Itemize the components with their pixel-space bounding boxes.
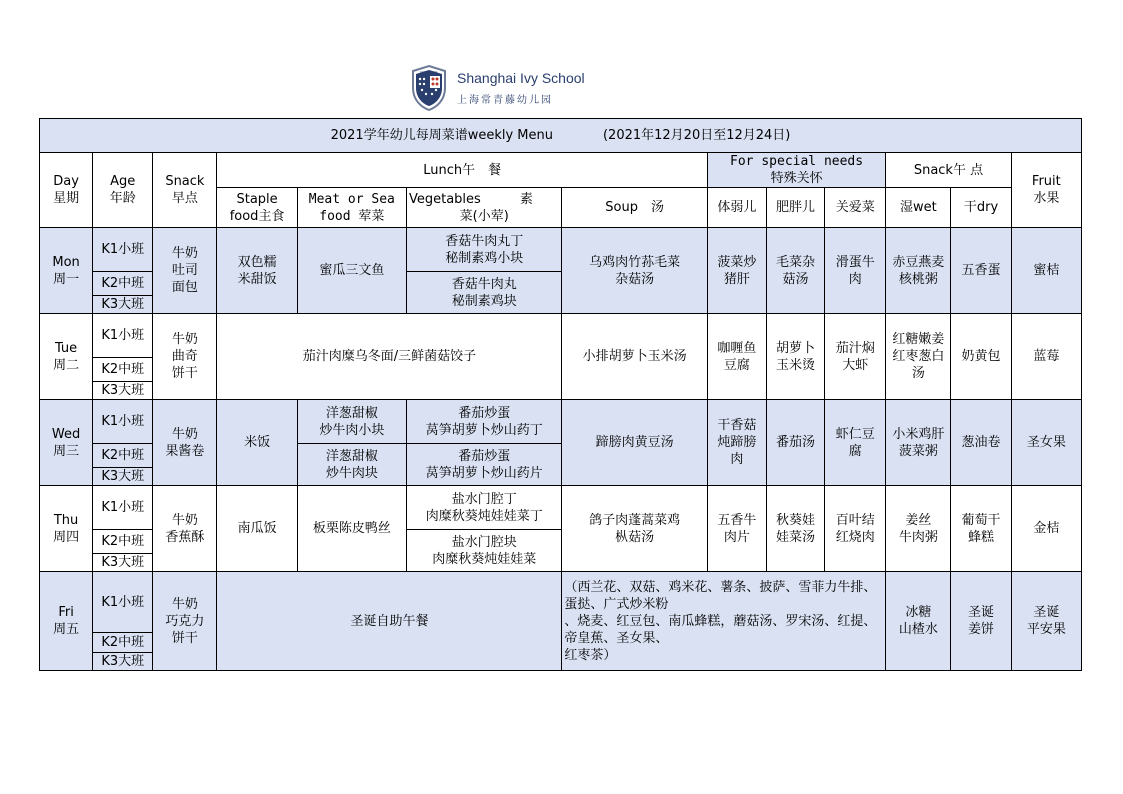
age-k3: K3大班 <box>93 296 153 314</box>
snack-wet: 姜丝 牛肉粥 <box>886 486 951 572</box>
fruit: 蓝莓 <box>1011 314 1081 400</box>
snack-dry: 奶黄包 <box>951 314 1011 400</box>
meat: 板栗陈皮鸭丝 <box>297 486 406 572</box>
shield-icon <box>410 64 448 112</box>
snack-dry: 葡萄干 蜂糕 <box>951 486 1011 572</box>
day-wed: Wed 周三 <box>40 400 93 486</box>
header-special-needs: For special needs 特殊关怀 <box>707 153 885 188</box>
header-veg: Vegetables 素 菜(小荤) <box>406 188 561 228</box>
special-weak: 菠菜炒 猪肝 <box>707 228 766 314</box>
header-meat: Meat or Sea food 荤菜 <box>297 188 406 228</box>
header-day: Day 星期 <box>40 153 93 228</box>
staple: 米饭 <box>217 400 297 486</box>
soup: 鸽子肉蓬蒿菜鸡 枞菇汤 <box>562 486 707 572</box>
age-k2: K2中班 <box>93 358 153 382</box>
school-logo <box>410 64 590 114</box>
veg-large: 盐水门腔块 肉糜秋葵炖娃娃菜 <box>406 530 561 572</box>
snack-am: 牛奶 吐司 面包 <box>153 228 217 314</box>
header-soup: Soup 汤 <box>562 188 707 228</box>
special-weak: 干香菇 炖蹄膀 肉 <box>707 400 766 486</box>
special-care: 滑蛋牛 肉 <box>825 228 886 314</box>
snack-am: 牛奶 巧克力 饼干 <box>153 572 217 671</box>
header-fruit: Fruit 水果 <box>1011 153 1081 228</box>
header-snack-am: Snack 早点 <box>153 153 217 228</box>
veg-large: 香菇牛肉丸 秘制素鸡块 <box>406 272 561 314</box>
soup: 蹄膀肉黄豆汤 <box>562 400 707 486</box>
special-weak: 咖喱鱼 豆腐 <box>707 314 766 400</box>
meat-small: 洋葱甜椒 炒牛肉小块 <box>297 400 406 444</box>
special-care: 百叶结 红烧肉 <box>825 486 886 572</box>
age-k3: K3大班 <box>93 554 153 572</box>
header-dry: 干dry <box>951 188 1011 228</box>
school-name-cn: 上海常青藤幼儿园 <box>457 95 553 106</box>
snack-am: 牛奶 果酱卷 <box>153 400 217 486</box>
veg-small: 盐水门腔丁 肉糜秋葵炖娃娃菜丁 <box>406 486 561 530</box>
age-k3: K3大班 <box>93 468 153 486</box>
snack-dry: 圣诞 姜饼 <box>951 572 1011 671</box>
date-range: (2021年12月20日至12月24日) <box>602 128 791 143</box>
day-fri: Fri 周五 <box>40 572 93 671</box>
fruit: 圣诞 平安果 <box>1011 572 1081 671</box>
special-fat: 胡萝卜 玉米烫 <box>766 314 824 400</box>
buffet-notes: （西兰花、双菇、鸡米花、薯条、披萨、雪菲力牛排、蛋挞、广式炒米粉 、烧麦、红豆包、南瓜蜂糕，蘑菇汤、罗宋汤、红提、帝皇蕉、圣女果、 红枣茶） <box>562 572 886 671</box>
age-k1: K1小班 <box>93 228 153 272</box>
veg-small: 香菇牛肉丸丁 秘制素鸡小块 <box>406 228 561 272</box>
soup: 小排胡萝卜玉米汤 <box>562 314 707 400</box>
fruit: 金桔 <box>1011 486 1081 572</box>
special-fat: 番茄汤 <box>766 400 824 486</box>
day-mon: Mon 周一 <box>40 228 93 314</box>
age-k1: K1小班 <box>93 400 153 444</box>
header-lunch: Lunch午 餐 <box>217 153 707 188</box>
age-k1: K1小班 <box>93 314 153 358</box>
meat-large: 洋葱甜椒 炒牛肉块 <box>297 444 406 486</box>
header-snack-pm: Snack午 点 <box>886 153 1011 188</box>
snack-am: 牛奶 曲奇 饼干 <box>153 314 217 400</box>
special-fat: 秋葵娃 娃菜汤 <box>766 486 824 572</box>
title-text: 2021学年幼儿每周菜谱weekly Menu <box>330 128 553 143</box>
special-weak: 五香牛 肉片 <box>707 486 766 572</box>
lunch-combined: 茄汁肉糜乌冬面/三鲜菌菇饺子 <box>217 314 562 400</box>
age-k2: K2中班 <box>93 633 153 653</box>
age-k3: K3大班 <box>93 382 153 400</box>
snack-wet: 小米鸡肝 菠菜粥 <box>886 400 951 486</box>
meat: 蜜瓜三文鱼 <box>297 228 406 314</box>
header-fat: 肥胖儿 <box>766 188 824 228</box>
snack-dry: 葱油卷 <box>951 400 1011 486</box>
special-fat: 毛菜杂 菇汤 <box>766 228 824 314</box>
header-weak: 体弱儿 <box>707 188 766 228</box>
age-k2: K2中班 <box>93 530 153 554</box>
day-thu: Thu 周四 <box>40 486 93 572</box>
age-k2: K2中班 <box>93 444 153 468</box>
header-wet: 湿wet <box>886 188 951 228</box>
age-k1: K1小班 <box>93 486 153 530</box>
weekly-menu-table <box>39 118 1082 671</box>
header-age: Age 年龄 <box>93 153 153 228</box>
day-tue: Tue 周二 <box>40 314 93 400</box>
veg-large: 番茄炒蛋 莴笋胡萝卜炒山药片 <box>406 444 561 486</box>
veg-small: 番茄炒蛋 莴笋胡萝卜炒山药丁 <box>406 400 561 444</box>
age-k2: K2中班 <box>93 272 153 296</box>
school-name: Shanghai Ivy School <box>457 70 585 86</box>
menu-title <box>40 119 1082 153</box>
special-care: 虾仁豆 腐 <box>825 400 886 486</box>
header-staple: Staple food主食 <box>217 188 297 228</box>
age-k1: K1小班 <box>93 572 153 633</box>
special-care: 茄汁焖 大虾 <box>825 314 886 400</box>
fruit: 蜜桔 <box>1011 228 1081 314</box>
header-care: 关爱菜 <box>825 188 886 228</box>
lunch-buffet: 圣诞自助午餐 <box>217 572 562 671</box>
svg-text:IVY SCHOOL: IVY SCHOOL <box>419 70 439 74</box>
age-k3: K3大班 <box>93 653 153 671</box>
staple: 双色糯 米甜饭 <box>217 228 297 314</box>
fruit: 圣女果 <box>1011 400 1081 486</box>
snack-wet: 红糖嫩姜 红枣葱白 汤 <box>886 314 951 400</box>
staple: 南瓜饭 <box>217 486 297 572</box>
snack-wet: 冰糖 山楂水 <box>886 572 951 671</box>
snack-wet: 赤豆燕麦 核桃粥 <box>886 228 951 314</box>
snack-dry: 五香蛋 <box>951 228 1011 314</box>
snack-am: 牛奶 香蕉酥 <box>153 486 217 572</box>
soup: 乌鸡肉竹荪毛菜 杂菇汤 <box>562 228 707 314</box>
